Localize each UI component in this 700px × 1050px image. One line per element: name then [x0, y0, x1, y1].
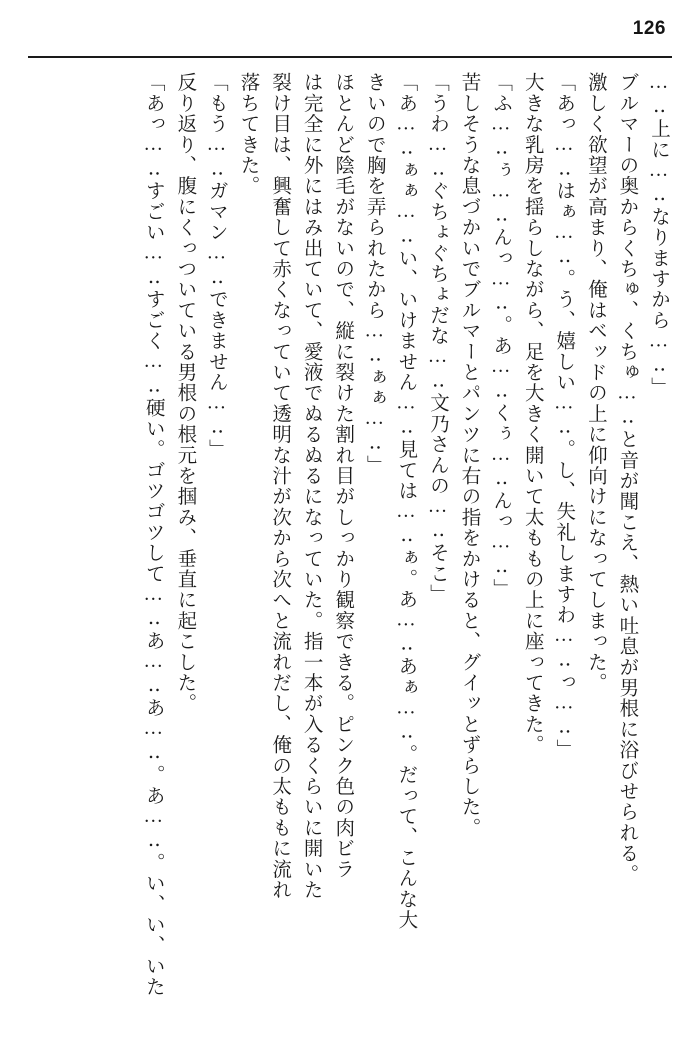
text-line: 「あ…‥ぁぁ…‥い、いけません…‥見ては…‥ぁ。あ…‥あぁ…‥。だって、こんな大 — [395, 72, 417, 930]
text-line: 裂け目は、興奮して赤くなっていて透明な汁が次から次へと流れだし、俺の太ももに流れ — [269, 72, 291, 900]
text-line: 「あっ…‥すごい…‥すごく…‥硬い。ゴツゴツして…‥あ…‥あ…‥。あ…‥。い、い、いた — [142, 72, 164, 998]
vertical-text-block — [26, 72, 674, 1030]
text-line: 苦しそうな息づかいでブルマーとパンツに右の指をかけると、グイッとずらした。 — [458, 72, 480, 838]
text-line: 反り返り、腹にくっついている男根の根元を掴み、垂直に起こした。 — [174, 72, 196, 714]
header-rule — [28, 56, 672, 58]
text-line: ブルマーの奥からくちゅ、くちゅ…‥と音が聞こえ、熱い吐息が男根に浴びせられる。 — [616, 72, 638, 885]
text-line: 「うわ…‥ぐちょぐちょだな…‥文乃さんの…‥そこ」 — [426, 72, 448, 605]
text-line: ほとんど陰毛がないので、縦に裂けた割れ目がしっかり観察できる。ピンク色の肉ビラ — [332, 72, 354, 880]
text-line: 激しく欲望が高まり、俺はベッドの上に仰向けになってしまった。 — [584, 72, 606, 693]
page-body — [26, 72, 674, 1030]
text-line: 「あっ…‥はぁ…‥。う、嬉しい…‥。し、失礼しますわ…‥っ…‥」 — [553, 72, 575, 760]
page-header — [26, 18, 674, 52]
text-line: 落ちてきた。 — [237, 72, 259, 197]
text-line: は完全に外にはみ出ていて、愛液でぬるぬるになっていた。指一本が入るくらいに開いた — [300, 72, 322, 900]
text-line: きいので胸を弄られたから…‥ぁぁ…‥」 — [363, 72, 385, 476]
text-line: …‥上に…‥なりますから…‥」 — [648, 72, 669, 398]
text-line: 「ふ…‥ぅ…‥んっ…‥。あ…‥くぅ…‥んっ…‥」 — [490, 72, 512, 599]
page-number: 126 — [632, 18, 666, 39]
text-line: 「もう…‥ガマン…‥できません…‥」 — [205, 72, 227, 460]
text-line: 大きな乳房を揺らしながら、足を大きく開いて太ももの上に座ってきた。 — [521, 72, 543, 756]
